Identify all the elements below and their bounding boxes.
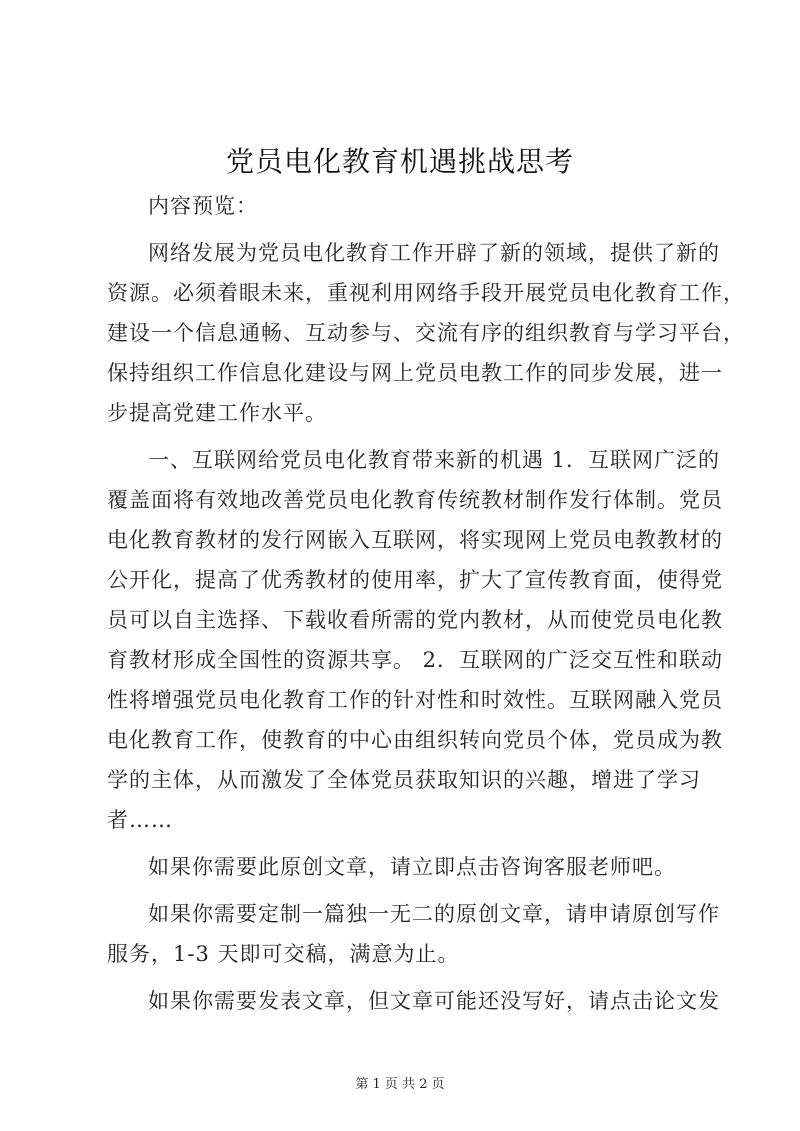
text-line: 一、互联网给党员电化教育带来新的机遇 1．互联网广泛的 — [148, 448, 721, 472]
text-line: 公开化，提高了优秀教材的使用率，扩大了宣传教育面，使得党 — [107, 568, 723, 592]
text-line: 步提高党建工作水平。 — [107, 401, 327, 425]
text-line: 性将增强党员电化教育工作的针对性和时效性。互联网融入党员 — [107, 688, 723, 712]
text-line: 如果你需要定制一篇独一无二的原创文章，请申请原创写作 — [148, 902, 720, 926]
preview-label: 内容预览： — [148, 194, 258, 218]
text-line: 育教材形成全国性的资源共享。 2．互联网的广泛交互性和联动 — [107, 648, 724, 672]
text-line: 员可以自主选择、下载收看所需的党内教材，从而使党员电化教 — [107, 608, 723, 632]
text-line: 资源。必须着眼未来，重视利用网络手段开展党员电化教育工作， — [107, 281, 745, 305]
text-line: 保持组织工作信息化建设与网上党员电教工作的同步发展，进一 — [107, 361, 723, 385]
text-line: 电化教育工作，使教育的中心由组织转向党员个体，党员成为教 — [107, 728, 723, 752]
text-line: 学的主体，从而激发了全体党员获取知识的兴趣，增进了学习 — [107, 768, 701, 792]
document-body — [107, 186, 745, 1021]
text-line: 如果你需要发表文章，但文章可能还没写好，请点击论文发 — [148, 989, 720, 1013]
text-line: 网络发展为党员电化教育工作开辟了新的领域，提供了新的 — [148, 241, 720, 265]
text-line: 建设一个信息通畅、互动参与、交流有序的组织教育与学习平台， — [107, 321, 745, 345]
page-footer: 第 1 页 共 2 页 — [355, 1077, 445, 1092]
text-line: 者…… — [107, 808, 173, 832]
text-line: 覆盖面将有效地改善党员电化教育传统教材制作发行体制。党员 — [107, 488, 723, 512]
text-line: 电化教育教材的发行网嵌入互联网，将实现网上党员电教教材的 — [107, 528, 723, 552]
document-title: 党员电化教育机遇挑战思考 — [225, 145, 574, 178]
text-line: 服务，1-3 天即可交稿，满意为止。 — [107, 942, 460, 966]
text-line: 如果你需要此原创文章，请立即点击咨询客服老师吧。 — [148, 855, 676, 879]
